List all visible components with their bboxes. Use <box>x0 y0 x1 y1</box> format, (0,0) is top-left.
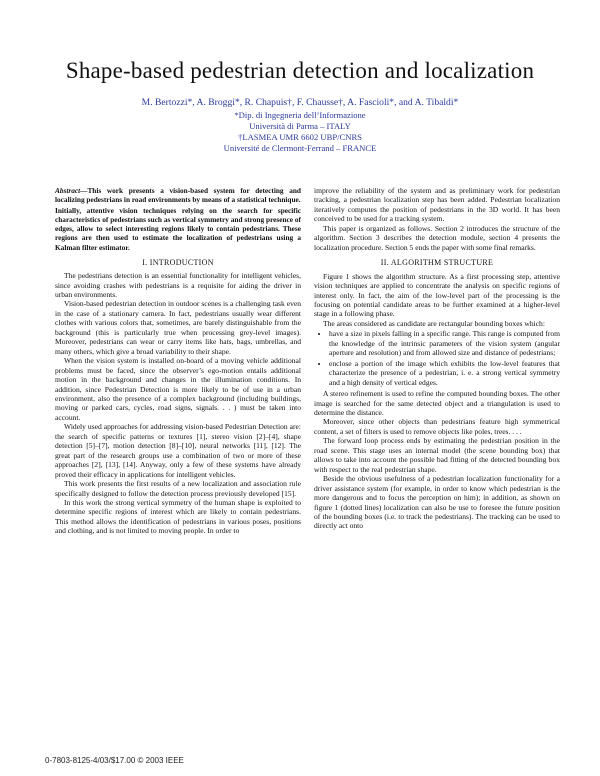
algorithm-paragraph: Beside the obvious usefulness of a pedestrian localization functionality for a driver assistance system (for example, in order to know which pedestrian is the more dangerous and to focus the perception on him); in addition, as shown on figure 1 (dotted lines) localization can also be use to foresee the future position of the bounding boxes (i.e. to track the pedestrians). The tracking can be used to directly act onto <box>314 474 560 531</box>
list-item: • enclose a portion of the image which exhibits the low-level features that characterize the presence of a pedestrian, i. e. a strong vertical symmetry and a high density of vertical edges. <box>329 359 560 387</box>
intro-paragraph: In this work the strong vertical symmetry of the human shape is exploited to determine specific regions of interest which are likely to contain pedestrians. This method allows the identification of pedestrians in various poses, positions and clothing, and is not limited to moving people. In order to <box>55 497 301 536</box>
section-heading-introduction: I. INTRODUCTION <box>142 257 214 267</box>
abstract-paragraph-2: Initially, attentive vision techniques relying on the search for specific characteristics of pedestrians such as vertical symmetry and strong presence of edges, allow to select interesting regions likely to contain pedestrians. These regions are then used to estimate the localization of pedestrians using a Kalman filter estimator. <box>55 206 301 252</box>
affiliation-4: Université de Clermont-Ferrand – FRANCE <box>223 143 377 153</box>
affiliation-1: *Dip. di Ingegneria dell’Informazione <box>234 110 366 120</box>
algorithm-paragraph: The forward loop process ends by estimating the pedestrian position in the road scene. This stage uses an internal model (the scene bounding box) that allows to take into account the possible bad fitting of the detected bounding box with respect to the real pedestrian shape. <box>314 436 560 474</box>
intro-paragraph: Widely used approaches for addressing vision-based Pedestrian Detection are: the search of specific patterns or textures [1], stereo vision [2]–[4], shape detection [5]–[7], motion detection [8]–[10], neural networks [11], [12]. The great part of the research groups use a combination of two or more of these approaches [2], [13], [14]. Anyway, only a few of these systems have already proved their efficacy in applications for intelligent vehicles. <box>55 422 301 479</box>
copyright-footer: 0-7803-8125-4/03/$17.00 © 2003 IEEE <box>45 756 184 765</box>
left-column <box>55 186 301 536</box>
intro-paragraph: When the vision system is installed on-board of a moving vehicle additional problems must be faced, since the observer’s ego-motion entails additional motion in the background and changes in the illumination conditions. In addition, since Pedestrian Detection is more likely to be of use in a urban environment, also the presence of a complex background (including buildings, moving or parked cars, cycles, road signs, signals. . . ) must be taken into account. <box>55 356 301 422</box>
section-heading-algorithm: II. ALGORITHM STRUCTURE <box>380 258 494 268</box>
algorithm-paragraph: Moreover, since other objects than pedestrians feature high symmetrical content, a set of filters is used to remove objects like poles, trees. . . . <box>314 417 560 436</box>
right-column <box>314 186 560 531</box>
organization-paragraph: This paper is organized as follows. Section 2 introduces the structure of the algorithm. Section 3 describes the detection module, section 4 presents the localization procedure. Section 5 ends the paper with some final remarks. <box>314 223 560 252</box>
list-item: • have a size in pixels falling in a specific range. This range is computed from the knowledge of the intrinsic parameters of the vision system (angular aperture and resolution) and from allowed size and distance of pedestrians; <box>329 329 560 357</box>
intro-paragraph: Vision-based pedestrian detection in outdoor scenes is a challenging task even in the case of a stationary camera. In fact, pedestrians usually wear different clothes with various colors that, sometimes, are barely distinguishable from the background (this is particularly true when processing grey-level images). Moreover, pedestrians can wear or carry items like hats, bags, umbrellas, and many others, which give a broad variability to their shape. <box>55 299 301 356</box>
algorithm-paragraph: A stereo refinement is used to refine the computed bounding boxes. The other image is searched for the same detected object and a triangulation is used to determine the distance. <box>314 389 560 417</box>
abstract-text-1: —This work presents a vision-based system for detecting and localizing pedestrians in road environments by means of a statistical technique. <box>55 186 301 205</box>
algorithm-paragraph: Figure 1 shows the algorithm structure. As a first processing step, attentive vision techniques are applied to concentrate the analysis on specific regions of interest only. In fact, the aim of the low-level part of the processing is the focusing on potential candidate areas to be further examined at a higher-level stage in a following phase. <box>314 271 560 319</box>
intro-paragraph: The pedestrians detection is an essential functionality for intelligent vehicles, since avoiding crashes with pedestrians is a requisite for aiding the driver in urban environments. <box>55 271 301 300</box>
candidate-criteria-list <box>314 329 560 387</box>
author-list: M. Bertozzi*, A. Broggi*, R. Chapuis†, F. Chausse†, A. Fascioli*, and A. Tibaldi* <box>141 97 459 108</box>
intro-continuation: improve the reliability of the system and as preliminary work for pedestrian tracking, a pedestrian localization step has been added. Pedestrian localization iteratively computes the position of pedestrians in the 3D world. It has been conceived to be used for a tracking system. <box>314 186 560 224</box>
affiliation-2: Università di Parma – ITALY <box>249 121 351 131</box>
abstract-lead: Abstract <box>55 186 81 195</box>
algorithm-paragraph: The areas considered as candidate are rectangular bounding boxes which: <box>323 318 545 328</box>
paper-title: Shape-based pedestrian detection and localization <box>65 58 535 83</box>
abstract <box>55 186 301 204</box>
intro-paragraph: This work presents the first results of a new localization and association rule specifically designed to follow the detection process previously developed [15]. <box>55 479 301 498</box>
affiliation-3: †LASMEA UMR 6602 UBP/CNRS <box>238 132 362 142</box>
